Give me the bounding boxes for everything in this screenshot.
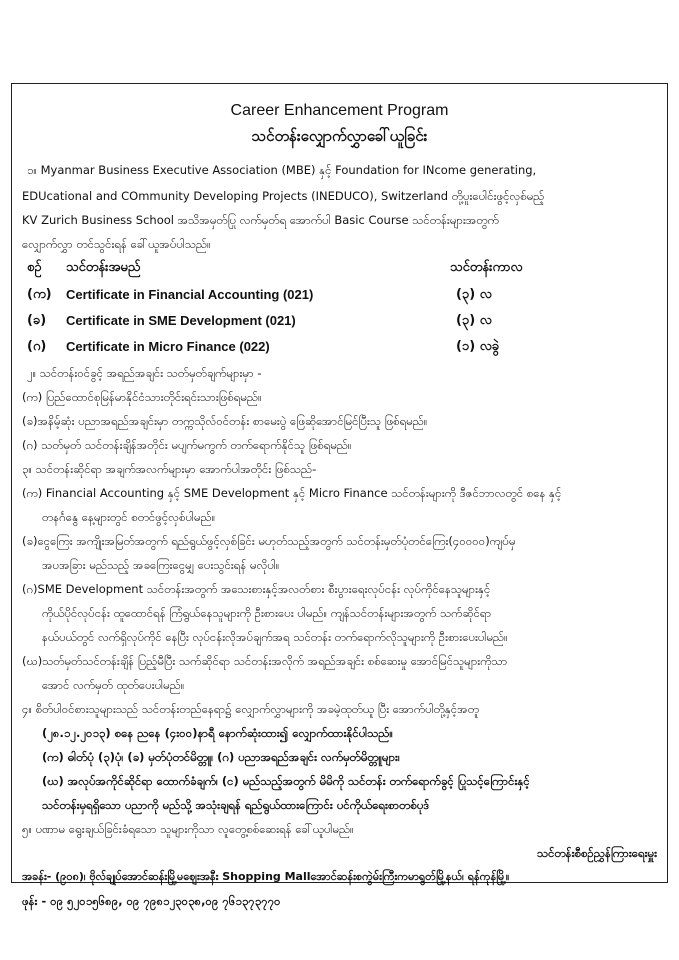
intro-line: EDUcational and COmmunity Developing Projects (INEDUCO), Switzerland တို့ပူးပေါင်းဖွင့်လှစ်မည့် — [22, 189, 545, 203]
intro-line: KV Zurich Business School အသိအမှတ်ပြု လက်မှတ်ရ အောက်ပါ Basic Course သင်တန်းများအတွက် — [22, 213, 499, 227]
section3-line: အောင် လက်မှတ် ထုတ်ပေးပါမည်။ — [42, 678, 185, 692]
course-duration: (၃) လ — [456, 287, 492, 302]
section2-line: (ဂ) သတ်မှတ် သင်တန်းချိန်အတိုင်း မပျက်မကွက် တက်ရောက်နိုင်သူ ဖြစ်ရမည်။ — [22, 438, 352, 452]
section4-line: (က) ဓါတ်ပုံ (၃)ပုံ၊ (ခ) မှတ်ပုံတင်မိတ္တူ၊ (ဂ) ပညာအရည်အချင်း လက်မှတ်မိတ္တူများ၊ — [42, 750, 400, 764]
footer-org: သင်တန်းစီစဉ်ညွှန်ကြားရေးမှူး — [536, 846, 657, 860]
course-duration: (၃) လ — [456, 313, 492, 328]
intro-line: လျှောက်လွှာ တင်သွင်းရန် ခေါ်ယူအပ်ပါသည်။ — [22, 237, 211, 251]
course-duration: (၁) လခွဲ — [456, 339, 500, 354]
table-header-no: စဉ် — [27, 260, 42, 275]
footer-phone: ဖုန်း - ၀၉ ၅၂၀၁၅၆၈၉, ၀၉ ၇၉၈၁၂၃၀၃၈,၀၉ ၇၆၁၃၇၃၇၇၀ — [22, 894, 281, 908]
table-header-name: သင်တန်းအမည် — [66, 260, 141, 275]
section3-line: ကိုယ်ပိုင်လုပ်ငန်း ထူထောင်ရန် ကြံရွယ်နေသူများကို ဦးစားပေး ပါမည်။ ကျန်သင်တန်းများအတွက် သက်ဆိုင်ရာ — [42, 606, 492, 620]
section3-line: နယ်ပယ်တွင် လက်ရှိလုပ်ကိုင် နေပြီး လုပ်ငန်းလိုအပ်ချက်အရ သင်တန်း တက်ရောက်လိုသူများကို ဦးစားပေးပါမည်။ — [42, 630, 508, 644]
section3-line: ၃။ သင်တန်းဆိုင်ရာ အချက်အလက်များမှာ အောက်ပါအတိုင်း ဖြစ်သည်- — [22, 462, 317, 476]
section3-line: (ခ)ငွေကြေး အကျိုးအမြတ်အတွက် ရည်ရွယ်ဖွင့်လှစ်ခြင်း မဟုတ်သည့်အတွက် သင်တန်းမှတ်ပုံတင်ကြေး(၄၀၀၀၀)ကျပ်မှ — [22, 534, 516, 548]
course-no: (ဂ) — [27, 339, 47, 354]
section3-line: အပအခြား မည်သည့် အခကြေးငွေမျှ ပေးသွင်းရန် မလိုပါ။ — [42, 558, 280, 572]
section3-line: တနင်္ဂနွေ နေ့များတွင် စတင်ဖွင့်လှစ်ပါမည်။ — [42, 510, 216, 524]
section5-line: ၅။ ပဏာမ ရွေးချယ်ခြင်းခံရသော သူများကိုသာ လူတွေ့စစ်ဆေးရန် ခေါ်ယူပါမည်။ — [22, 822, 354, 836]
section4-line: (ဃ) အလုပ်အကိုင်ဆိုင်ရာ ထောက်ခံချက်၊ (င) မည်သည့်အတွက် မိမိကို သင်တန်း တက်ရောက်ခွင့် ပြုသင့်ကြောင်းနှင့် — [42, 774, 530, 788]
section4-line: (၂၈.၁၂.၂၀၁၃) စနေ ညနေ (၄း၀၀)နာရီ နောက်ဆုံးထား၍ လျှောက်ထားနိုင်ပါသည်။ — [42, 726, 393, 740]
title-english: Career Enhancement Program — [230, 102, 449, 119]
title-burmese: သင်တန်းလျှောက်လွှာခေါ်ယူခြင်း — [251, 127, 428, 145]
table-header-duration: သင်တန်းကာလ — [450, 260, 523, 275]
section4-line: သင်တန်းမှရရှိသော ပညာကို မည်သို့ အသုံးချရန် ရည်ရွယ်ထားကြောင်း ပင်ကိုယ်ရေးစာတစ်ပုဒ် — [42, 798, 430, 812]
section4-line: ၄။ စိတ်ပါဝင်စားသူများသည် သင်တန်းတည်နေရာ၌ လျှောက်လွှာများကို အခမဲ့ထုတ်ယူ ပြီး အောက်ပါတို့နှင့်အတူ — [22, 702, 479, 716]
section2-line: (ခ)အနိမ့်ဆုံး ပညာအရည်အချင်းမှာ တက္ကသိုလ်ဝင်တန်း စာမေးပွဲ ဖြေဆိုအောင်မြင်ပြီးသူ ဖြစ်ရမည်။ — [22, 414, 428, 428]
course-name: Certificate in SME Development (021) — [66, 313, 296, 328]
section3-line: (ဃ)သတ်မှတ်သင်တန်းချိန် ပြည့်မီပြီး သက်ဆိုင်ရာ သင်တန်းအလိုက် အရည်အချင်း စစ်ဆေးမှု အောင်မြင်သူများကိုသာ — [22, 654, 508, 668]
intro-line: ၁။ Myanmar Business Executive Association (MBE) နှင့် Foundation for INcome generating, — [27, 163, 537, 177]
section2-line: ၂။ သင်တန်းဝင်ခွင့် အရည်အချင်း သတ်မှတ်ချက်များမှာ - — [27, 366, 262, 380]
section3-line: (ဂ)SME Development သင်တန်းအတွက် အသေးစားနှင့်အလတ်စား စီးပွားရေးလုပ်ငန်း လုပ်ကိုင်နေသူများနှင့် — [22, 582, 491, 596]
course-name: Certificate in Financial Accounting (021) — [66, 287, 314, 302]
course-no: (ခ) — [27, 313, 47, 328]
section3-line: (က) Financial Accounting နှင့် SME Development နှင့် Micro Finance သင်တန်းများကို ဒီဇင်ဘာလတွင် စနေ နှင့် — [22, 486, 562, 500]
course-no: (က) — [27, 287, 52, 302]
section2-line: (က) ပြည်ထောင်စုမြန်မာနိုင်ငံသားတိုင်းရင်းသားဖြစ်ရမည်။ — [22, 390, 262, 404]
course-name: Certificate in Micro Finance (022) — [66, 339, 270, 354]
footer-address: အခန်း- (၉၀၈)၊ ဗိုလ်ချုပ်အောင်ဆန်းမြို့မဈေးအနီး Shopping Mallအောင်ဆန်းစကွဲမ်းကြီးကမာရွတ်မြို့နယ်၊ ရန်ကုန်မြို့။ — [22, 870, 510, 883]
